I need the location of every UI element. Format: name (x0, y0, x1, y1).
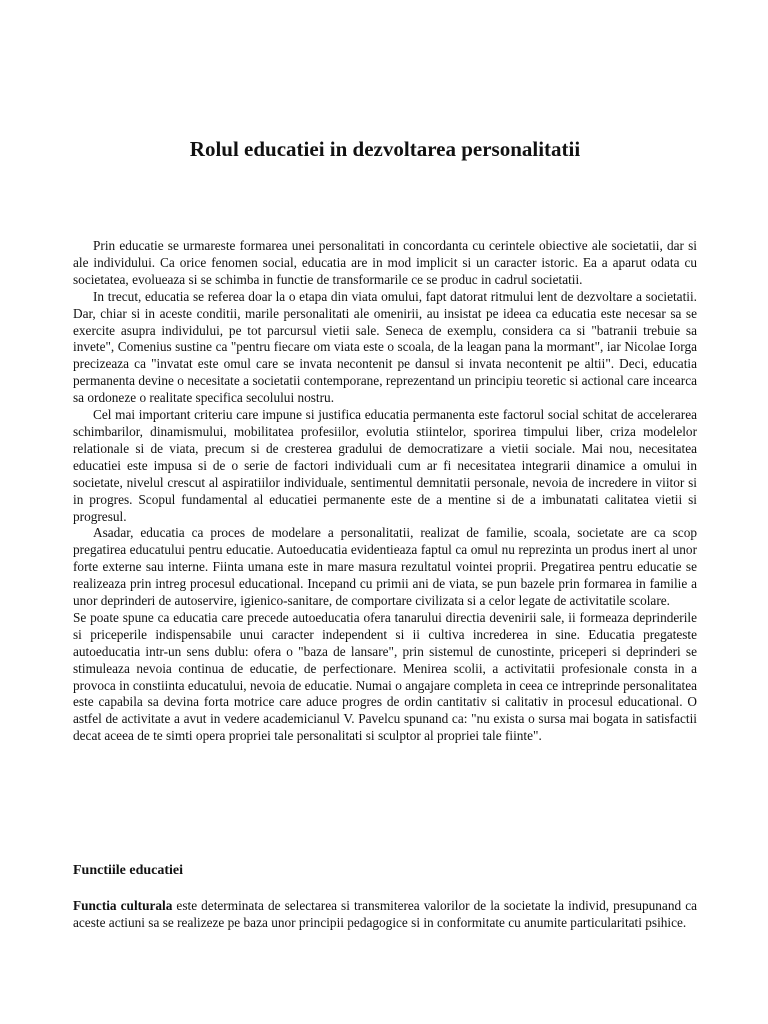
paragraph-1: Prin educatie se urmareste formarea unei personalitati in concordanta cu cerintele obiective ale societatii, dar si ale individului. Ca orice fenomen social, educatia are in mod implicit si un caracter istoric. Ea a aparut odata cu societatea, evolueaza si se schimba in functie de transformarile ce se produc in cadrul societatii. (73, 238, 697, 287)
paragraph-4: Asadar, educatia ca proces de modelare a personalitatii, realizat de familie, scoala, societate are ca scop pregatirea educatului pentru educatie. Autoeducatia evidentieaza faptul ca omul nu reprezinta un produs inert al unor forte externe sau interne. Fiinta umana este in mare masura rezultatul vointei proprii. Pregatirea pentru educatie se realizeaza prin intreg procesul educational. Incepand cu primii ani de viata, se pun bazele prin formarea in familie a unor deprinderi de autoservire, igienico-sanitare, de comportare civilizata si a celor legate de activitatile scolare. (73, 525, 697, 609)
section-heading: Functiile educatiei (73, 863, 184, 878)
paragraph-2: In trecut, educatia se referea doar la o etapa din viata omului, fapt datorat ritmului lent de dezvoltare a societatii. Dar, chiar si in aceste conditii, marile personalitati ale omenirii, au insistat pe ideea ca educatia este necesar sa se exercite asupra individului, pe tot parcursul vietii sale. Seneca de exemplu, considera ca si "batranii trebuie sa invete", Comenius sustine ca "pentru fiecare om viata este o scoala, de la leagan pana la mormant", iar Nicolae Iorga precizeaza ca "invatat este omul care se invata necontenit pe dansul si invata necontenit pe altii". Deci, educatia permanenta devine o necesitate a societatii contemporane, reprezentand un principiu teoretic si actional care incearca sa ordoneze o realitate specifica secolului nostru. (73, 288, 697, 406)
paragraph-5: Se poate spune ca educatia care precede autoeducatia ofera tanarului directia devenirii sale, ii formeaza deprinderile si priceperile indispensabile unui caracter independent si ii cultiva increderea in sine. Educatia pregateste autoeducatia intr-un sens dublu: ofera o "baza de lansare", prin sistemul de cunostinte, priceperi si deprinderi se stimuleaza nevoia continua de educatie, de perfectionare. Menirea scolii, a activitatii profesionale consta in a provoca in constiinta educatului, nevoia de educatie. Numai o angajare completa in ceea ce intreprinde personalitatea este capabila sa devina forta motrice care aduce progres de ordin cantitativ si calitativ in procesul educational. O astfel de activitate a avut in vedere academicianul V. Pavelcu spunand ca: "nu exista o sursa mai bogata in satisfactii decat aceea de te simti opera propriei tale personalitati si sculptor al propriei tale fiinte". (73, 609, 697, 744)
document-title: Rolul educatiei in dezvoltarea personalitatii (189, 137, 581, 161)
function-paragraph (73, 898, 697, 932)
paragraph-3: Cel mai important criteriu care impune si justifica educatia permanenta este factorul social schitat de accelerarea schimbarilor, dinamismului, mobilitatea profesiilor, evolutia stiintelor, sporirea timpului liber, criza modelelor relationale si de viata, precum si de cresterea gradului de democratizare a vietii sociale. Mai nou, necesitatea educatiei este impusa si de o serie de factori individuali cum ar fi necesitatea integrarii dinamice a omului in societate, nivelul crescut al aspiratiilor individuale, sentimentul demnitatii personale, nevoia de incredere in viitor si in progres. Scopul fundamental al educatiei permanente este de a mentine si de a imbunatati calitatea vietii si progresul. (73, 407, 697, 524)
document-body (73, 238, 697, 745)
function-text: este determinata de selectarea si transmiterea valorilor de la societate la individ, presupunand ca aceste actiuni sa se realizeze pe baza unor principii pedagogice si in conformitate cu anumite particularitati psihice. (73, 898, 697, 930)
function-term: Functia culturala (73, 898, 173, 913)
